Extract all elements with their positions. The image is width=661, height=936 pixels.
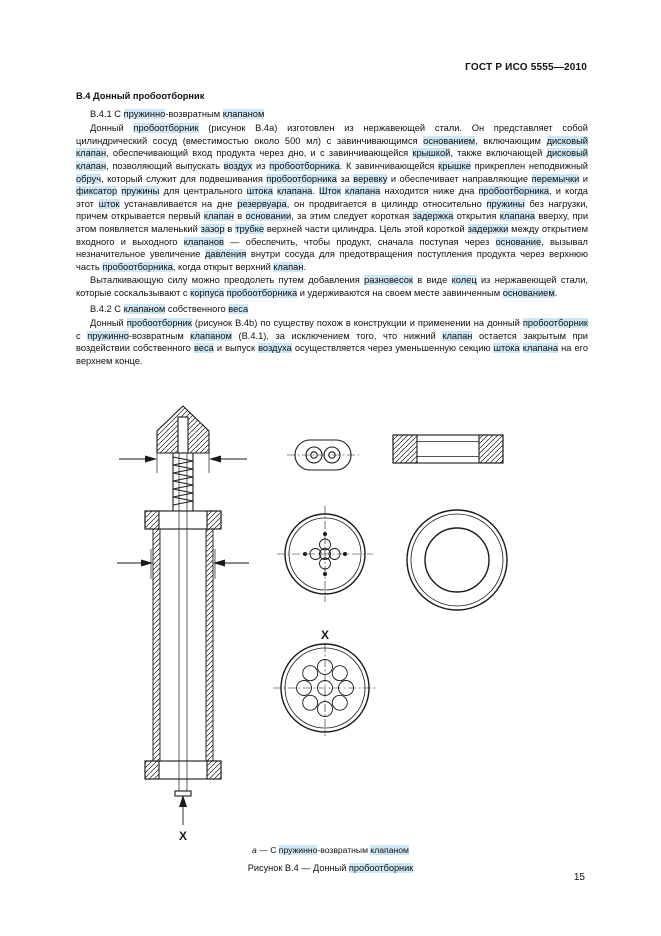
page-number: 15 (573, 872, 585, 883)
sampler-side-view (145, 406, 221, 796)
section-heading-b41: В.4.1 С пружинно-возвратным клапаном (90, 108, 265, 119)
document-body (76, 90, 588, 368)
figure-caption-item (0, 845, 661, 855)
figure-b4 (0, 393, 661, 873)
valve-disc-top-view (277, 506, 373, 602)
paragraph-b42-1: Донный пробоотборник (рисунок В.4b) по существу похож в конструкции и применении на донный пробоотборник с пружинно-возвратным клапаном (В.4.1), за исключением того, что нижний клапан остается закрытым при воздействии собственного веса и выпуск воздуха осуществляется через уменьшенную секцию штока клапана на его верхнем конце. (76, 318, 589, 366)
ring-section-view (393, 435, 503, 463)
section-heading-b42: В.4.2 С клапаном собственного веса (90, 303, 249, 314)
figure-captions (0, 845, 661, 873)
figure-drawing (95, 393, 515, 845)
paragraph-b41-1: Донный пробоотборник (рисунок В.4а) изготовлен из нержавеющей стали. Он представляет собой цилиндрический сосуд (вместимостью около 500 мл) с завинчивающимся основанием, включающим дисковый клапан, обеспечивающий вход продукта через дно, и с завинчивающейся крышкой, также включающей дисковый клапан, позволяющий выпускать воздух из пробоотборника. К завинчивающейся крышке прикреплен неподвижный обруч, который служит для подвешивания пробоотборника за веревку и обеспечивает направляющие перемычки и фиксатор пружины для центрального штока клапана. Шток клапана находится ниже дна пробоотборника, и когда этот шток устанавливается на дне резервуара, он продвигается в цилиндр относительно пружины без нагрузки, причем открывается первый клапан в основании, за этим следует короткая задержка открытия клапана вверху, при этом появляется маленький зазор в трубке верхней части цилиндра. Цель этой короткой задержки между открытием входного и выходного клапанов — обеспечить, чтобы продукт, сначала поступая через основание, вызывал незначительное увеличение давления внутри сосуда для предотвращения поступления продукта через верхнюю часть пробоотборника, когда открыт верхний клапан. (76, 123, 589, 272)
figure-caption-text: — С пружинно-возвратным клапаном (259, 845, 409, 855)
ring-top-view (407, 510, 507, 610)
perforated-disc-view (273, 644, 377, 736)
paragraph-b41-2: Выталкивающую силу можно преодолеть путем добавления разновесок в виде колец из нержавеющей стали, которые соскальзывают с корпуса пробоотборника и удерживаются на своем месте завинченным основанием. (76, 275, 588, 298)
section-arrows (117, 445, 249, 825)
hook-top-view (287, 440, 359, 470)
document-code: ГОСТ Р ИСО 5555—2010 (465, 62, 587, 73)
figure-caption-letter: а (252, 845, 257, 855)
figure-caption-main: Рисунок В.4 — Донный пробоотборник (247, 863, 414, 873)
spring-coil (173, 457, 193, 505)
section-label-x-top: X (320, 628, 330, 642)
section-label-x-bottom: X (178, 829, 188, 843)
section-heading-b4: В.4 Донный пробоотборник (76, 91, 205, 101)
